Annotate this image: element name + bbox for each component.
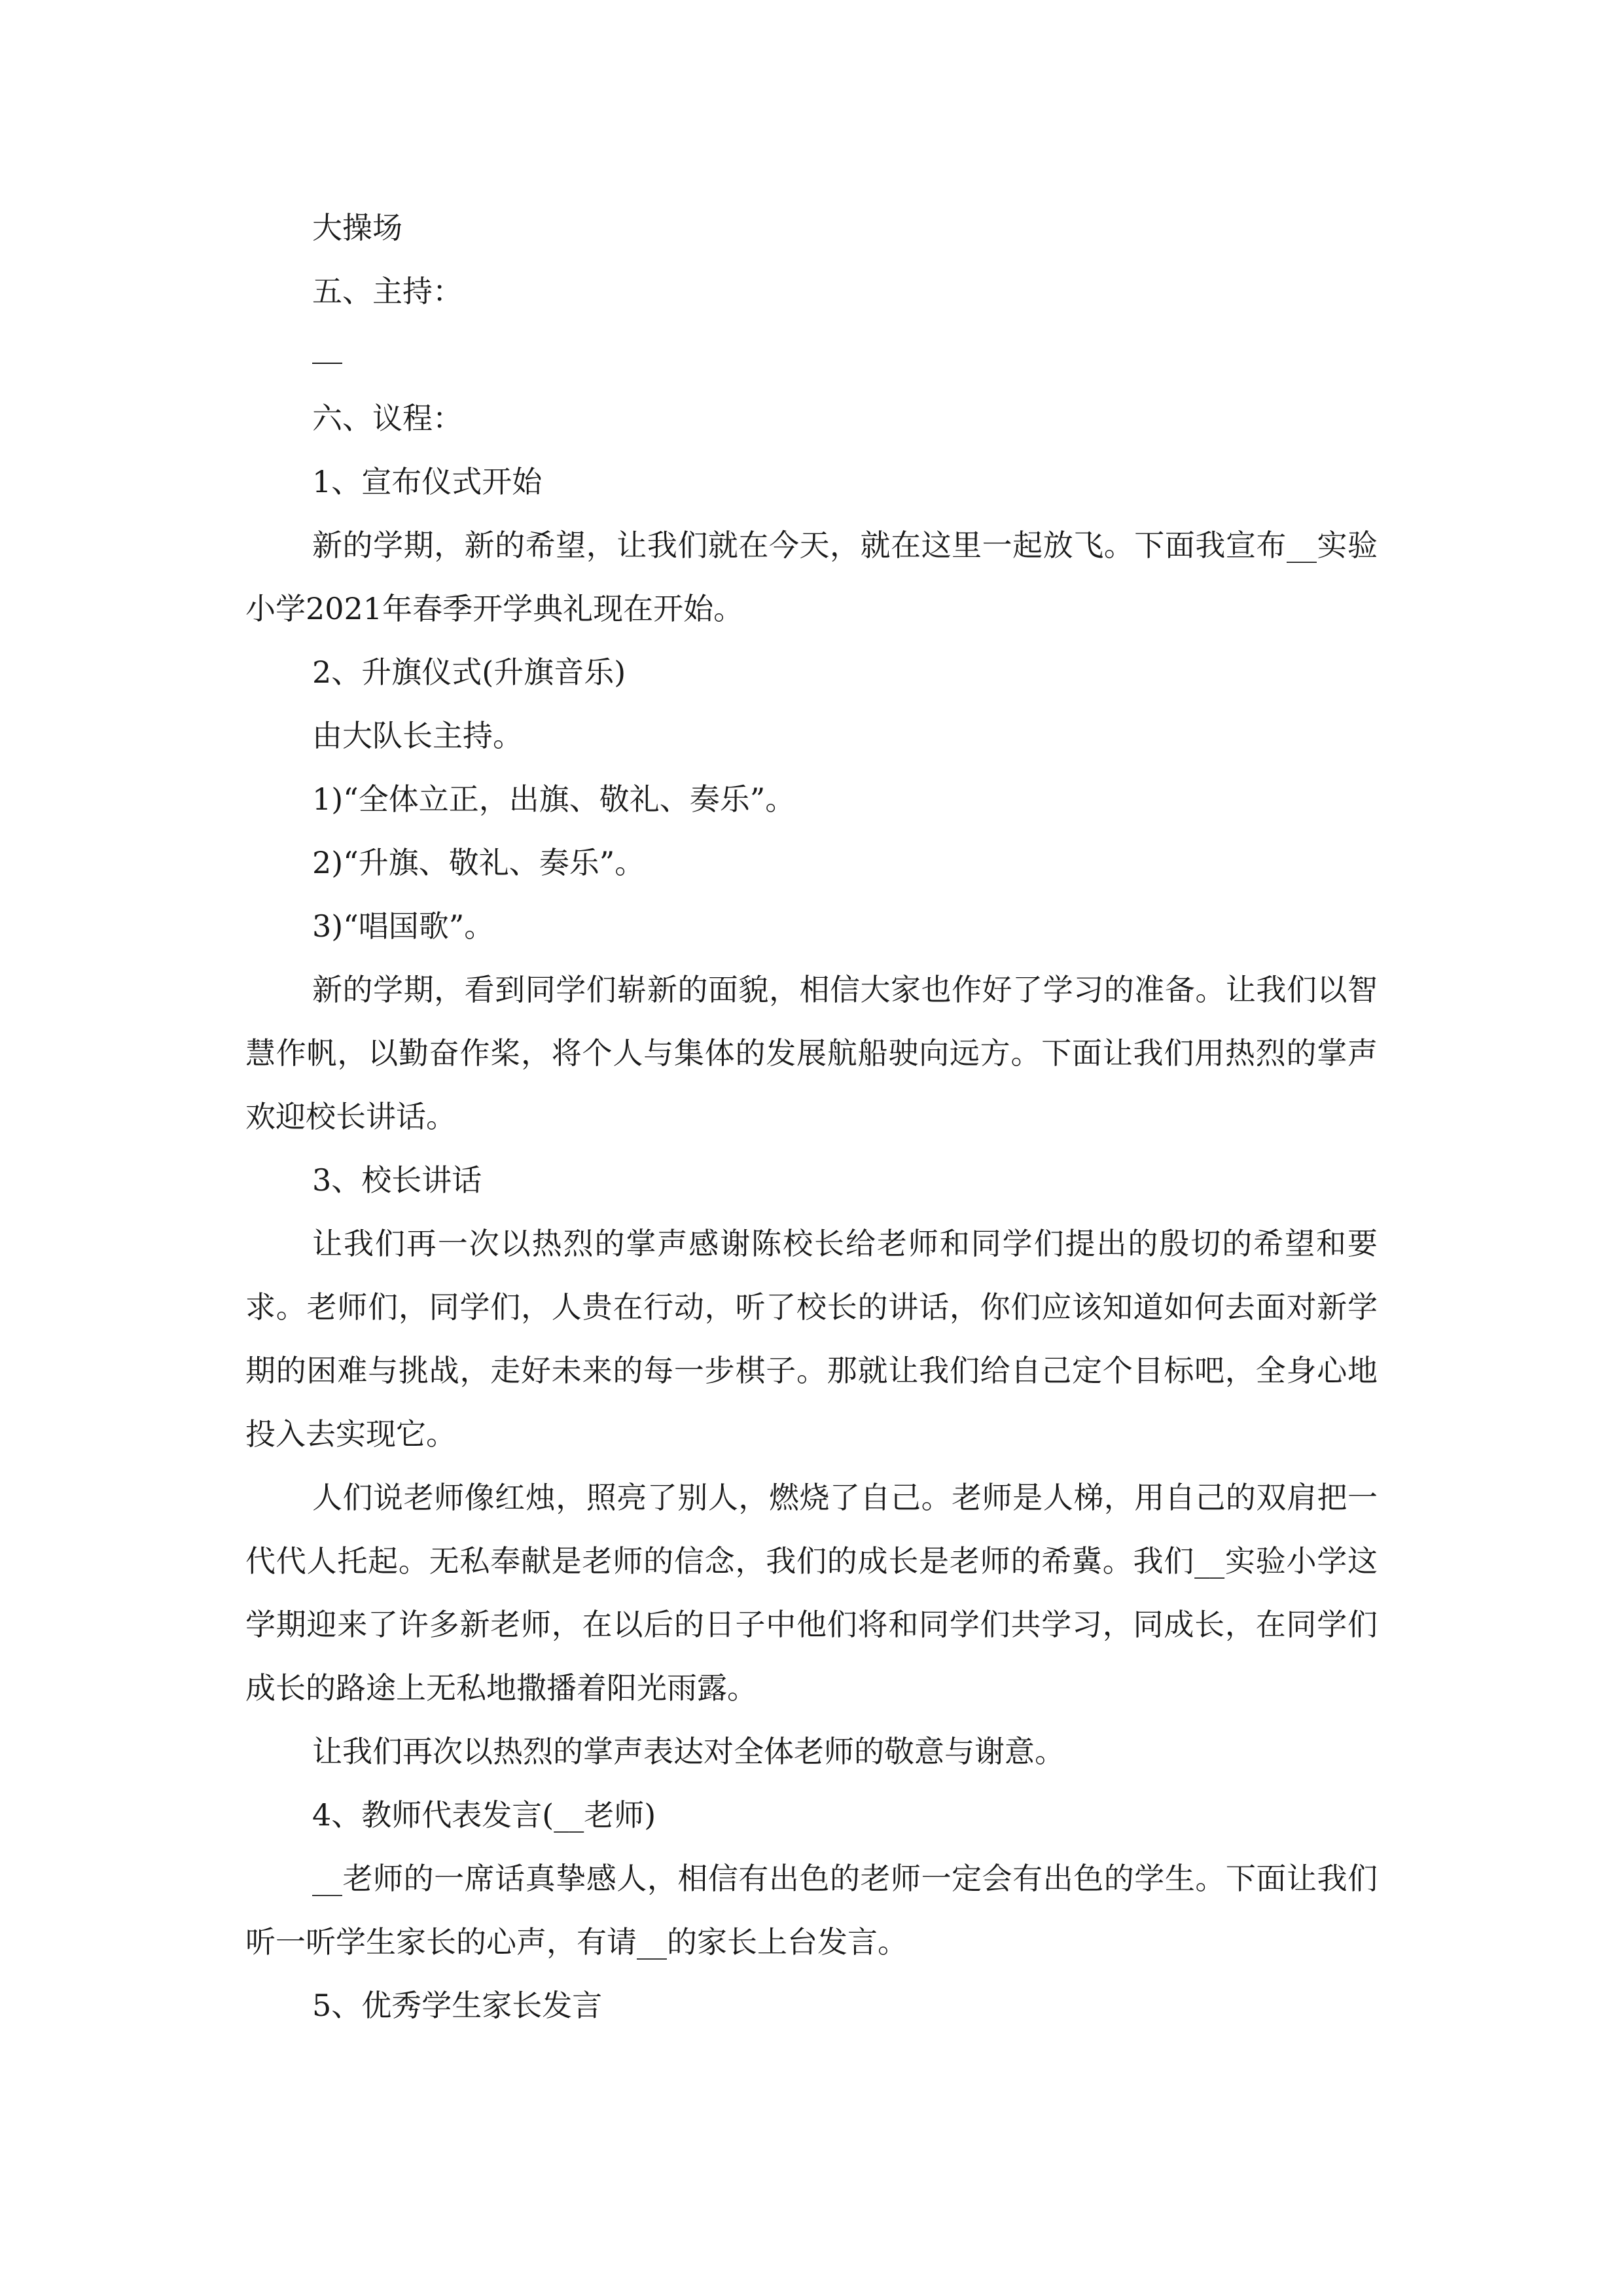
blank-dash-mark [312,363,342,364]
agenda-item-1: 1、宣布仪式开始 [312,464,543,499]
flag-step-2: 2)“升旗、敬礼、奏乐”。 [312,845,645,880]
paragraph-teacher-speech: __老师的一席话真挚感人，相信有出色的老师一定会有出色的学生。下面让我们听一听学生家长的心声，有请__的家长上台发言。 [245,1861,1378,1960]
heading-agenda: 六、议程： [312,401,463,436]
flag-step-1: 1)“全体立正，出旗、敬礼、奏乐”。 [312,781,796,817]
paragraph-teachers: 人们说老师像红烛，照亮了别人，燃烧了自己。老师是人梯，用自己的双肩把一代代人托起。无私奉献是老师的信念，我们的成长是老师的希冀。我们__实验小学这学期迎来了许多新老师，在以后的日子中他们将和同学们共学习，同成长，在同学们成长的路途上无私地撒播着阳光雨露。 [245,1480,1378,1706]
heading-host: 五、主持： [312,274,463,309]
paragraph-thanks-principal: 让我们再一次以热烈的掌声感谢陈校长给老师和同学们提出的殷切的希望和要求。老师们，同学们，人贵在行动，听了校长的讲话，你们应该知道如何去面对新学期的困难与挑战，走好未来的每一步棋子。那就让我们给自己定个目标吧，全身心地投入去实现它。 [245,1226,1378,1452]
agenda-item-3: 3、校长讲话 [312,1162,482,1198]
agenda-item-4: 4、教师代表发言(__老师) [312,1797,656,1833]
flag-step-3: 3)“唱国歌”。 [312,908,495,944]
agenda-item-2: 2、升旗仪式(升旗音乐) [312,655,626,690]
paragraph-applause: 让我们再次以热烈的掌声表达对全体老师的敬意与谢意。 [312,1734,1065,1769]
paragraph-new-term: 新的学期，看到同学们崭新的面貌，相信大家也作好了学习的准备。让我们以智慧作帆，以勤奋作桨，将个人与集体的发展航船驶向远方。下面让我们用热烈的掌声欢迎校长讲话。 [245,972,1378,1134]
document-body [245,196,1378,2037]
paragraph-venue: 大操场 [312,210,402,245]
agenda-item-5: 5、优秀学生家长发言 [312,1988,603,2023]
host-name-blank [245,323,1378,387]
paragraph-host-note: 由大队长主持。 [312,718,523,753]
paragraph-opening: 新的学期，新的希望，让我们就在今天，就在这里一起放飞。下面我宣布__实验小学2021年春季开学典礼现在开始。 [245,528,1378,626]
